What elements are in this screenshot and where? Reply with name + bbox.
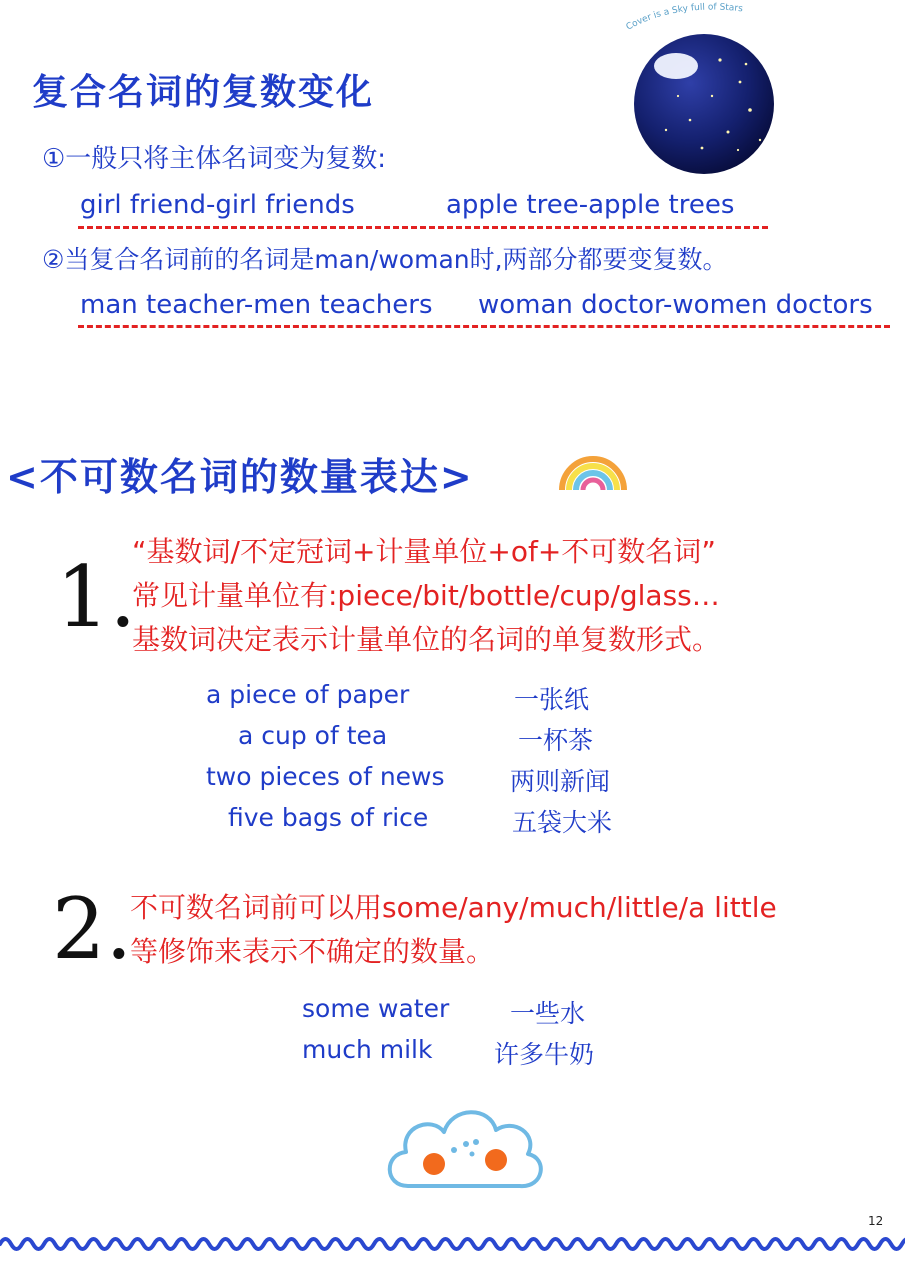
example-en: five bags of rice xyxy=(228,803,429,832)
point-1-line-1: “基数词/不定冠词+计量单位+of+不可数名词” xyxy=(132,535,716,568)
example-en: a piece of paper xyxy=(206,680,410,709)
wavy-border xyxy=(0,1228,905,1258)
example-zh: 一些水 xyxy=(510,999,586,1028)
cloud-face-icon xyxy=(378,1098,552,1202)
rule-2-example-2: woman doctor-women doctors xyxy=(478,290,873,320)
dashed-underline xyxy=(78,325,890,328)
point-2-number: 2. xyxy=(52,880,133,978)
rule-2-example-1: man teacher-men teachers xyxy=(80,290,433,320)
example-en: a cup of tea xyxy=(238,721,388,750)
example-en: much milk xyxy=(302,1035,433,1064)
sky-text: Cover is a Sky full of Stars xyxy=(624,2,744,33)
point-1-line-3: 基数词决定表示计量单位的名词的单复数形式。 xyxy=(132,623,721,656)
section-title-compound-plural: 复合名词的复数变化 xyxy=(32,72,375,113)
example-zh: 五袋大米 xyxy=(512,808,613,837)
example-zh: 一张纸 xyxy=(514,685,590,714)
page-number: 12 xyxy=(868,1214,884,1228)
rule-1-example-1: girl friend-girl friends xyxy=(80,190,355,220)
point-1-number: 1. xyxy=(56,548,137,646)
starry-sky-illustration xyxy=(620,0,790,190)
section-title-uncountable: <不可数名词的数量表达> xyxy=(6,455,474,499)
example-zh: 一杯茶 xyxy=(518,726,594,755)
dashed-underline xyxy=(78,226,768,229)
point-2-line-2: 等修饰来表示不确定的数量。 xyxy=(130,935,495,968)
example-en: some water xyxy=(302,994,450,1023)
example-zh: 许多牛奶 xyxy=(494,1040,595,1069)
point-1-line-2: 常见计量单位有:piece/bit/bottle/cup/glass… xyxy=(132,579,720,612)
example-zh: 两则新闻 xyxy=(510,767,611,796)
rule-1-example-2: apple tree-apple trees xyxy=(446,190,735,220)
rainbow-icon xyxy=(556,444,630,494)
rule-1: ①一般只将主体名词变为复数: xyxy=(42,144,387,174)
example-en: two pieces of news xyxy=(206,762,445,791)
rule-2: ②当复合名词前的名词是man/woman时,两部分都要变复数。 xyxy=(42,245,728,274)
point-2-line-1: 不可数名词前可以用some/any/much/little/a little xyxy=(130,891,777,924)
